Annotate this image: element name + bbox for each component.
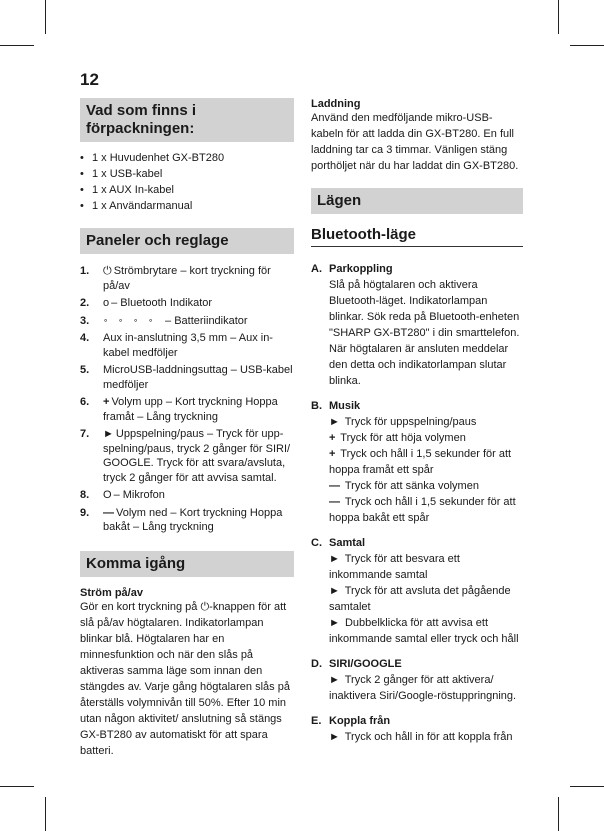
item-text: Tryck för att besvara ett inkommande samtal bbox=[329, 553, 460, 581]
charge-paragraph: Använd den medföljande mikro-USB-kabeln för att ladda din GX-BT280. En full laddning tar ca 3 timmar. Vänligen stäng porthöljet när du har laddat din GX-BT280. bbox=[311, 112, 519, 172]
item-text: Tryck och håll i 1,5 sekunder för att hoppa framåt ett spår bbox=[329, 448, 512, 476]
panels-list bbox=[80, 264, 294, 535]
list-item: • 1 x AUX In-kabel bbox=[80, 182, 294, 198]
mic-icon: O bbox=[103, 489, 112, 502]
item-title: Musik bbox=[329, 400, 361, 412]
box-contents-list bbox=[80, 150, 294, 214]
minus-icon: — bbox=[329, 480, 340, 492]
item-text: Dubbelklicka för att avvisa ett inkommande samtal eller tryck och håll bbox=[329, 617, 519, 645]
minus-icon: — bbox=[103, 506, 114, 519]
play-icon: ► bbox=[329, 731, 340, 743]
play-icon: ► bbox=[329, 553, 340, 565]
list-item bbox=[311, 261, 523, 389]
item-title: SIRI/GOOGLE bbox=[329, 658, 402, 670]
item-number: 5. bbox=[80, 364, 90, 377]
crop-mark bbox=[570, 786, 604, 787]
crop-mark bbox=[45, 797, 46, 831]
list-item bbox=[80, 331, 294, 360]
list-item bbox=[80, 363, 294, 392]
item-text: Aux in-anslutning 3,5 mm – Aux in-kabel medföljer bbox=[103, 332, 273, 359]
crop-mark bbox=[0, 45, 34, 46]
item-text: – Bluetooth Indikator bbox=[111, 297, 213, 309]
plus-icon: + bbox=[329, 432, 336, 444]
crop-mark bbox=[558, 797, 559, 831]
item-text: Strömbrytare – kort tryckning för på/av bbox=[103, 265, 271, 292]
list-item bbox=[311, 656, 523, 704]
crop-mark bbox=[570, 45, 604, 46]
power-icon: ⏻ bbox=[103, 265, 112, 277]
play-icon: ► bbox=[103, 428, 114, 441]
play-icon: ► bbox=[329, 617, 340, 629]
bluetooth-indicator-icon: o bbox=[103, 297, 110, 309]
modes-list bbox=[311, 261, 523, 745]
power-icon: ⏻ bbox=[200, 600, 210, 613]
right-column bbox=[311, 98, 523, 754]
list-item bbox=[80, 427, 294, 485]
item-number: 8. bbox=[80, 489, 90, 502]
list-item bbox=[311, 398, 523, 526]
power-text-end: -knappen för att slå på/av högtalaren. Indikatorlampan blinkar blå. Högtalaren har en minnesfunktion och när den slås på aktiveras samma läge som innan den stängdes av. Varje gång högtalaren slås på återställs volymnivån till 50%. Efter 10 min utan någon aktivitet/ anslutning så stängs GX-BT280 av automatiskt för att spara batteri. bbox=[80, 600, 290, 757]
modes-heading: Lägen bbox=[311, 188, 523, 214]
list-item bbox=[80, 488, 294, 503]
plus-icon: + bbox=[329, 448, 336, 460]
panels-heading: Paneler och reglage bbox=[80, 228, 294, 254]
crop-mark bbox=[558, 0, 559, 34]
power-paragraph bbox=[80, 599, 294, 759]
list-item: • 1 x USB-kabel bbox=[80, 166, 294, 182]
item-letter: E. bbox=[311, 715, 322, 727]
page-number: 12 bbox=[80, 70, 99, 89]
item-text: Volym ned – Kort tryckning Hoppa bakåt – Lång tryckning bbox=[103, 506, 283, 534]
item-text: – Mikrofon bbox=[113, 489, 165, 502]
item-text: Tryck och håll in för att koppla från bbox=[344, 731, 513, 743]
bluetooth-mode-heading: Bluetooth-läge bbox=[311, 226, 523, 247]
crop-mark bbox=[0, 786, 34, 787]
list-item bbox=[80, 395, 294, 424]
minus-icon: — bbox=[329, 496, 340, 508]
list-item bbox=[311, 535, 523, 647]
list-item bbox=[80, 296, 294, 311]
crop-mark bbox=[45, 0, 46, 34]
list-item: • 1 x Huvudenhet GX-BT280 bbox=[80, 150, 294, 166]
item-number: 4. bbox=[80, 332, 90, 345]
item-letter: B. bbox=[311, 400, 322, 412]
list-item bbox=[80, 506, 294, 535]
item-text: – Batteriindikator bbox=[165, 314, 248, 327]
plus-icon: + bbox=[103, 396, 110, 409]
item-text: Tryck och håll i 1,5 sekunder för att hoppa bakåt ett spår bbox=[329, 496, 516, 524]
item-number: 3. bbox=[80, 314, 90, 327]
list-item: • 1 x Användarmanual bbox=[80, 198, 294, 214]
item-text: Volym upp – Kort tryckning Hoppa framåt – Lång tryckning bbox=[103, 396, 278, 423]
item-letter: C. bbox=[311, 537, 322, 549]
item-number: 2. bbox=[80, 297, 90, 309]
item-title: Parkoppling bbox=[329, 263, 393, 275]
item-number: 9. bbox=[80, 506, 90, 519]
item-text: Tryck för att höja volymen bbox=[340, 432, 466, 444]
play-icon: ► bbox=[329, 585, 340, 597]
getting-started-heading: Komma igång bbox=[80, 551, 294, 577]
item-number: 1. bbox=[80, 265, 90, 277]
list-item bbox=[311, 713, 523, 745]
item-number: 7. bbox=[80, 428, 90, 441]
item-number: 6. bbox=[80, 396, 90, 409]
item-text: Tryck för uppspelning/paus bbox=[344, 416, 477, 428]
item-text: Tryck 2 gånger för att aktivera/ inaktivera Siri/Google-röstuppringning. bbox=[329, 674, 517, 702]
left-column bbox=[80, 98, 294, 759]
item-text: Uppspelning/paus – Tryck för upp-spelning/paus, tryck 2 gånger för SIRI/ GOOGLE. Tryck för att svara/avsluta, tryck 2 gånger för att avvisa samtal. bbox=[103, 428, 291, 484]
box-contents-heading: Vad som finns i förpackningen: bbox=[80, 98, 294, 142]
power-text-start: Gör en kort tryckning på bbox=[80, 600, 198, 613]
list-item bbox=[80, 264, 294, 293]
battery-dots-icon: ∘∘∘∘ bbox=[103, 315, 164, 325]
item-text: Tryck för att avsluta det pågående samtalet bbox=[329, 585, 511, 613]
list-item bbox=[80, 314, 294, 329]
item-letter: A. bbox=[311, 263, 322, 275]
item-title: Samtal bbox=[329, 537, 366, 549]
item-text: Slå på högtalaren och aktivera Bluetooth-läget. Indikatorlampan blinkar. Sök reda på Bluetooth-enheten "SHARP GX-BT280" i din smarttelefon. När högtalaren är ansluten meddelar den detta och indikatorlampan slutar blinka. bbox=[329, 279, 520, 387]
play-icon: ► bbox=[329, 674, 340, 686]
item-title: Koppla från bbox=[329, 715, 391, 727]
charge-subheading: Laddning bbox=[311, 98, 361, 110]
item-text: MicroUSB-laddningsuttag – USB-kabel medföljer bbox=[103, 364, 293, 391]
play-icon: ► bbox=[329, 416, 340, 428]
item-letter: D. bbox=[311, 658, 322, 670]
item-text: Tryck för att sänka volymen bbox=[344, 480, 479, 492]
power-subheading: Ström på/av bbox=[80, 586, 143, 599]
